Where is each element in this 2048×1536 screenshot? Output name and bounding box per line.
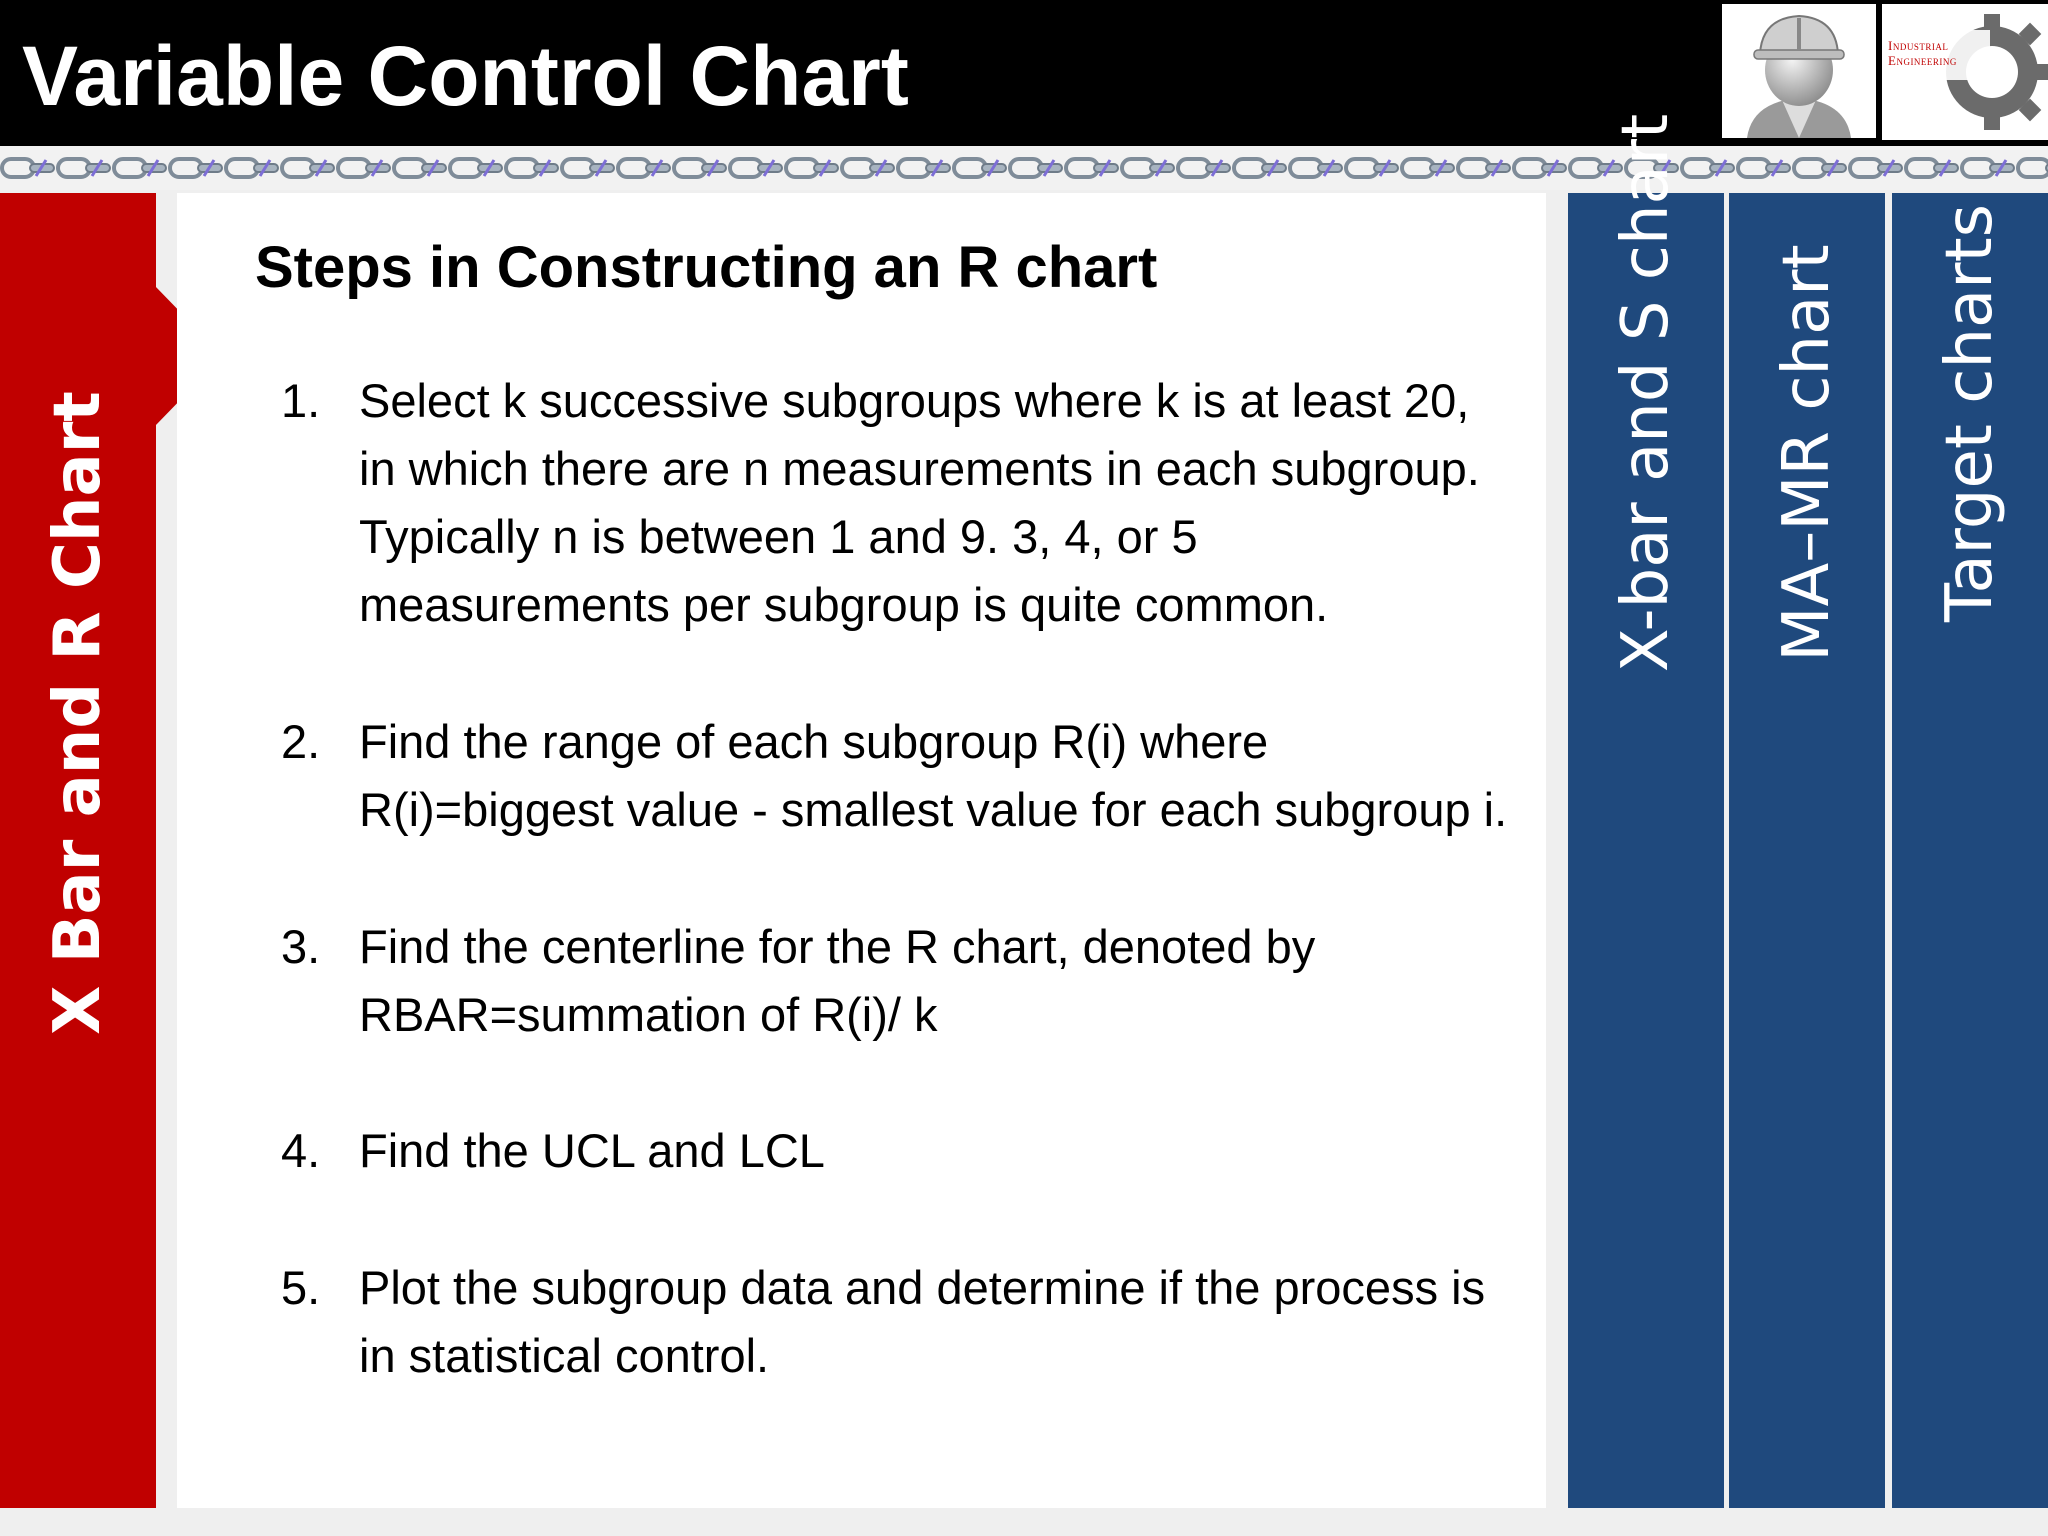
chain-divider (0, 146, 2048, 190)
step-number: 3. (281, 920, 321, 973)
tab-label: X Bar and R Chart (41, 391, 115, 1035)
logo-text: Industrial Engineering (1888, 38, 1957, 68)
tab-target-charts[interactable] (1892, 193, 2048, 1508)
step-text: Find the range of each subgroup R(i) where R(i)=biggest value - smallest value for each subgroup i. (359, 715, 1508, 836)
step-number: 5. (281, 1261, 321, 1314)
step-text: Find the centerline for the R chart, denoted by RBAR=summation of R(i)/ k (359, 920, 1316, 1041)
content-panel (177, 193, 1546, 1508)
title-bar (0, 0, 2048, 146)
industrial-engineering-logo (1882, 4, 2048, 140)
step-text: Select k successive subgroups where k is at least 20, in which there are n measurements in each subgroup. Typically n is between 1 and 9. 3, 4, or 5 measurements per subgroup is quite common. (359, 374, 1480, 631)
step-number: 2. (281, 715, 321, 768)
gear-icon (1882, 4, 2048, 140)
tab-x-bar-and-s-chart[interactable] (1568, 113, 1724, 1508)
step-text: Find the UCL and LCL (359, 1124, 825, 1177)
step-text: Plot the subgroup data and determine if the process is in statistical control. (359, 1261, 1486, 1382)
page-title: Variable Control Chart (22, 29, 909, 123)
step-number: 1. (281, 374, 321, 427)
tab-ma-mr-chart[interactable] (1729, 193, 1885, 1508)
worker-hardhat-icon (1722, 4, 1876, 138)
section-heading: Steps in Constructing an R chart (255, 235, 1158, 300)
tab-label: X-bar and S chart (1609, 113, 1683, 673)
step-number: 4. (281, 1124, 321, 1177)
tab-label: MA–MR chart (1770, 244, 1844, 662)
tab-x-bar-and-r-chart[interactable] (0, 193, 156, 1508)
tab-label: Target charts (1933, 203, 2007, 623)
